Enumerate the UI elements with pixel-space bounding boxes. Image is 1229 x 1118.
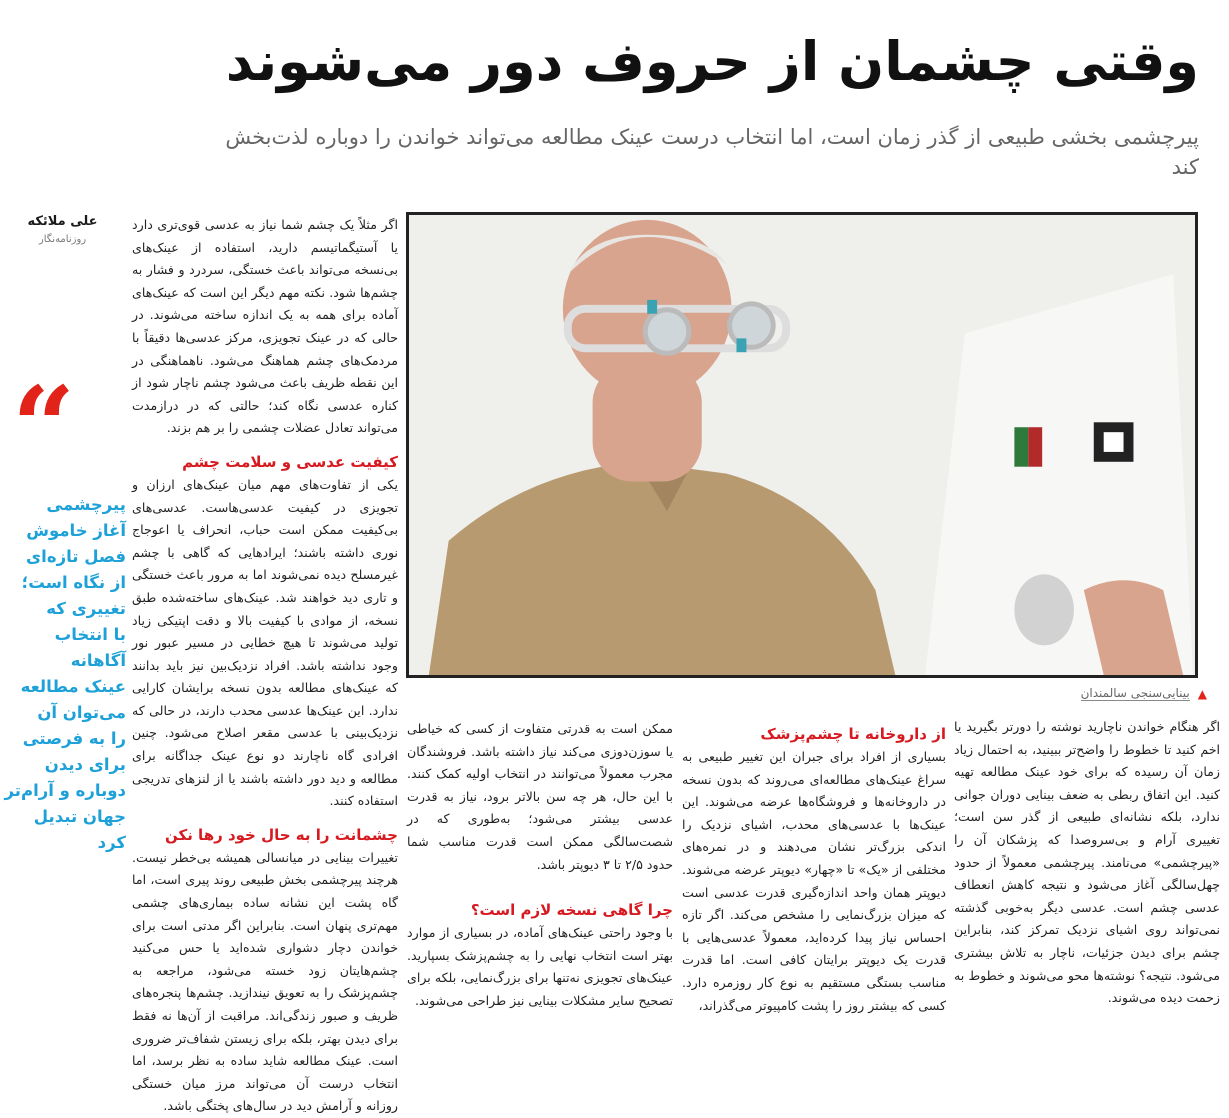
paragraph: یکی از تفاوت‌های مهم میان عینک‌های ارزان و تجویزی در کیفیت عدسی‌هاست. عدسی‌های بی‌کیفیت ممکن است حباب، انحراف یا اعوجاج نوری داشته باشند؛ ایرادهایی که گاهی با چشم غیرمسلح دیده نمی‌شوند اما به مرور باعث خستگی و تاری دید خواهند شد. عینک‌های ساخته‌شده طبق نسخه، از موادی با کیفیت بالا و دقت اپتیکی زیاد تولید می‌شوند تا هیچ خطایی در مسیر عبور نور وجود نداشته باشد. افراد نزدیک‌بین نیز باید بدانند که عینک‌های مطالعه بدون نسخه برایشان کارایی ندارد. این عینک‌ها عدسی محدب دارند، در حالی که نزدیک‌بینی با عدسی مقعر اصلاح می‌شود. چنین افرادی گاه ناچارند دو نوع عینک جداگانه برای مطالعه و دید دور داشته باشند یا از لنزهای تدریجی استفاده کنند. (132, 476, 398, 809)
subtitle: پیرچشمی بخشی طبیعی از گذر زمان است، اما انتخاب درست عینک مطالعه می‌تواند خواندن را دوباره لذت‌بخش کند (225, 125, 1199, 179)
section-heading: از داروخانه تا چشم‌پزشک (760, 725, 946, 743)
photo-caption (1081, 686, 1207, 701)
paragraph: بسیاری از افراد برای جبران این تغییر طبیعی به سراغ عینک‌های مطالعه‌ای می‌روند که بدون نسخه در داروخانه‌ها و فروشگاه‌ها عرضه می‌شوند. این عینک‌ها با عدسی‌های محدب، اشیای نزدیک را اندکی بزرگ‌تر نشان می‌دهند و در نمره‌های مختلفی از «یک» تا «چهار» دیوپتر عرضه می‌شوند. دیوپتر همان واحد اندازه‌گیری قدرت عدسی است که میزان بزرگ‌نمایی را مشخص می‌کند. اگر تازه احساس نیاز پیدا کرده‌اید، معمولاً عدسی‌هایی با قدرت یک دیوپتر برایتان کافی است. اما قدرت مناسب بستگی مستقیم به نوع کار روزمره دارد. کسی که بیشتر روز را پشت کامپیوتر می‌گذراند، (682, 749, 946, 1013)
quote-mark-icon: “ (12, 372, 76, 482)
byline (0, 212, 125, 248)
author-role: روزنامه‌نگار (38, 234, 87, 245)
article-column-1 (132, 214, 398, 1118)
elderly-man-eye-test-image (409, 215, 1195, 675)
article-column-2 (407, 718, 673, 1013)
paragraph: اگر مثلاً یک چشم شما نیاز به عدسی قوی‌تری دارد یا آستیگماتیسم دارید، استفاده از عینک‌های بی‌نسخه می‌تواند باعث خستگی، سردرد و فشار به چشم‌ها شود. نکته مهم دیگر این است که عینک‌های آماده برای همه به یک اندازه ساخته می‌شوند. در حالی که در عینک تجویزی، مرکز عدسی‌ها دقیقاً با مردمک‌های چشم هماهنگ می‌شود. ناهماهنگی در این نقطه ظریف باعث می‌شود چشم ناچار شود از کناره عدسی نگاه کند؛ حالتی که در درازمدت می‌تواند تعادل عضلات چشمی را بر هم بزند. (132, 217, 398, 436)
triangle-icon: ▲ (1197, 686, 1207, 701)
paragraph: با وجود راحتی عینک‌های آماده، در بسیاری از موارد بهتر است انتخاب نهایی را به چشم‌پزشک بسپارید. عینک‌های تجویزی نه‌تنها برای بزرگ‌نمایی، بلکه برای تصحیح سایر مشکلات بینایی نیز طراحی می‌شوند. (407, 925, 673, 1008)
paragraph: تغییرات بینایی در میانسالی همیشه بی‌خطر نیست. هرچند پیرچشمی بخش طبیعی روند پیری است، اما گاه پشت این نشانه ساده بیماری‌های چشمی مهم‌تری پنهان است. بنابراین اگر مدتی است برای خواندن دچار دشواری شده‌اید یا حس می‌کنید چشم‌هایتان زود خسته می‌شود، مراجعه به چشم‌پزشک را به تعویق نیندازید. چشم‌ها پنجره‌های ظریف و صبور زندگی‌اند. مراقبت از آن‌ها نه فقط برای دیدن بهتر، بلکه برای زیستن شفاف‌تر ضروری است. عینک مطالعه شاید ساده به نظر برسد، اما انتخاب درست آن می‌تواند مرز میان خستگی روزانه و آرامش دید در سال‌های پختگی باشد. (132, 849, 398, 1114)
paragraph: اگر هنگام خواندن ناچارید نوشته را دورتر بگیرید یا اخم کنید تا خطوط را واضح‌تر ببینید، به احتمال زیاد زمان آن رسیده که برای خود عینک مطالعه تهیه کنید. این اتفاق ربطی به ضعف بینایی دوران جوانی ندارد، بلکه نشانه‌ای طبیعی از گذر سن است؛ تغییری آرام و بی‌سروصدا که پزشکان آن را «پیرچشمی» می‌نامند. پیرچشمی معمولاً از حدود چهل‌سالگی آغاز می‌شود و نتیجه کاهش انعطاف عدسی چشم است. عدسی دیگر به‌خوبی گذشته نمی‌تواند روی اشیای نزدیک تمرکز کند، بنابراین چشم برای دیدن جزئیات، ناچار به تلاش بیشتری می‌شود. نتیجه؟ نوشته‌ها محو می‌شوند و خطوط به زحمت دیده می‌شوند. (954, 719, 1220, 1006)
caption-text: بینایی‌سنجی سالمندان (1080, 686, 1190, 700)
pull-quote: پیرچشمی آغاز خاموش فصل تازه‌ای از نگاه است؛ تغییری که با انتخاب آگاهانه عینک مطالعه می‌توان آن را به فرصتی برای دیدن دوباره و آرام‌تر جهان تبدیل کرد (4, 495, 126, 852)
article-column-4 (954, 716, 1220, 1010)
paragraph: ممکن است به قدرتی متفاوت از کسی که خیاطی یا سوزن‌دوزی می‌کند نیاز داشته باشد. فروشندگان مجرب معمولاً می‌توانند در انتخاب اولیه کمک کنند. با این حال، هر چه سن بالاتر برود، نیاز به قدرت عدسی بیشتر می‌شود؛ به‌طوری که در شصت‌سالگی ممکن است قدرت مناسب شما حدود ۲/۵ تا ۳ دیوپتر باشد. (407, 721, 673, 872)
author-name: علی ملائکه (27, 214, 98, 229)
section-heading: کیفیت عدسی و سلامت چشم (182, 452, 398, 471)
headline: وقتی چشمان از حروف دور می‌شوند (225, 30, 1199, 93)
article-column-3 (682, 722, 946, 1017)
article-photo (406, 212, 1198, 678)
section-heading: چرا گاهی نسخه لازم است؟ (470, 901, 673, 920)
section-heading: چشمانت را به حال خود رها نکن (164, 825, 398, 844)
